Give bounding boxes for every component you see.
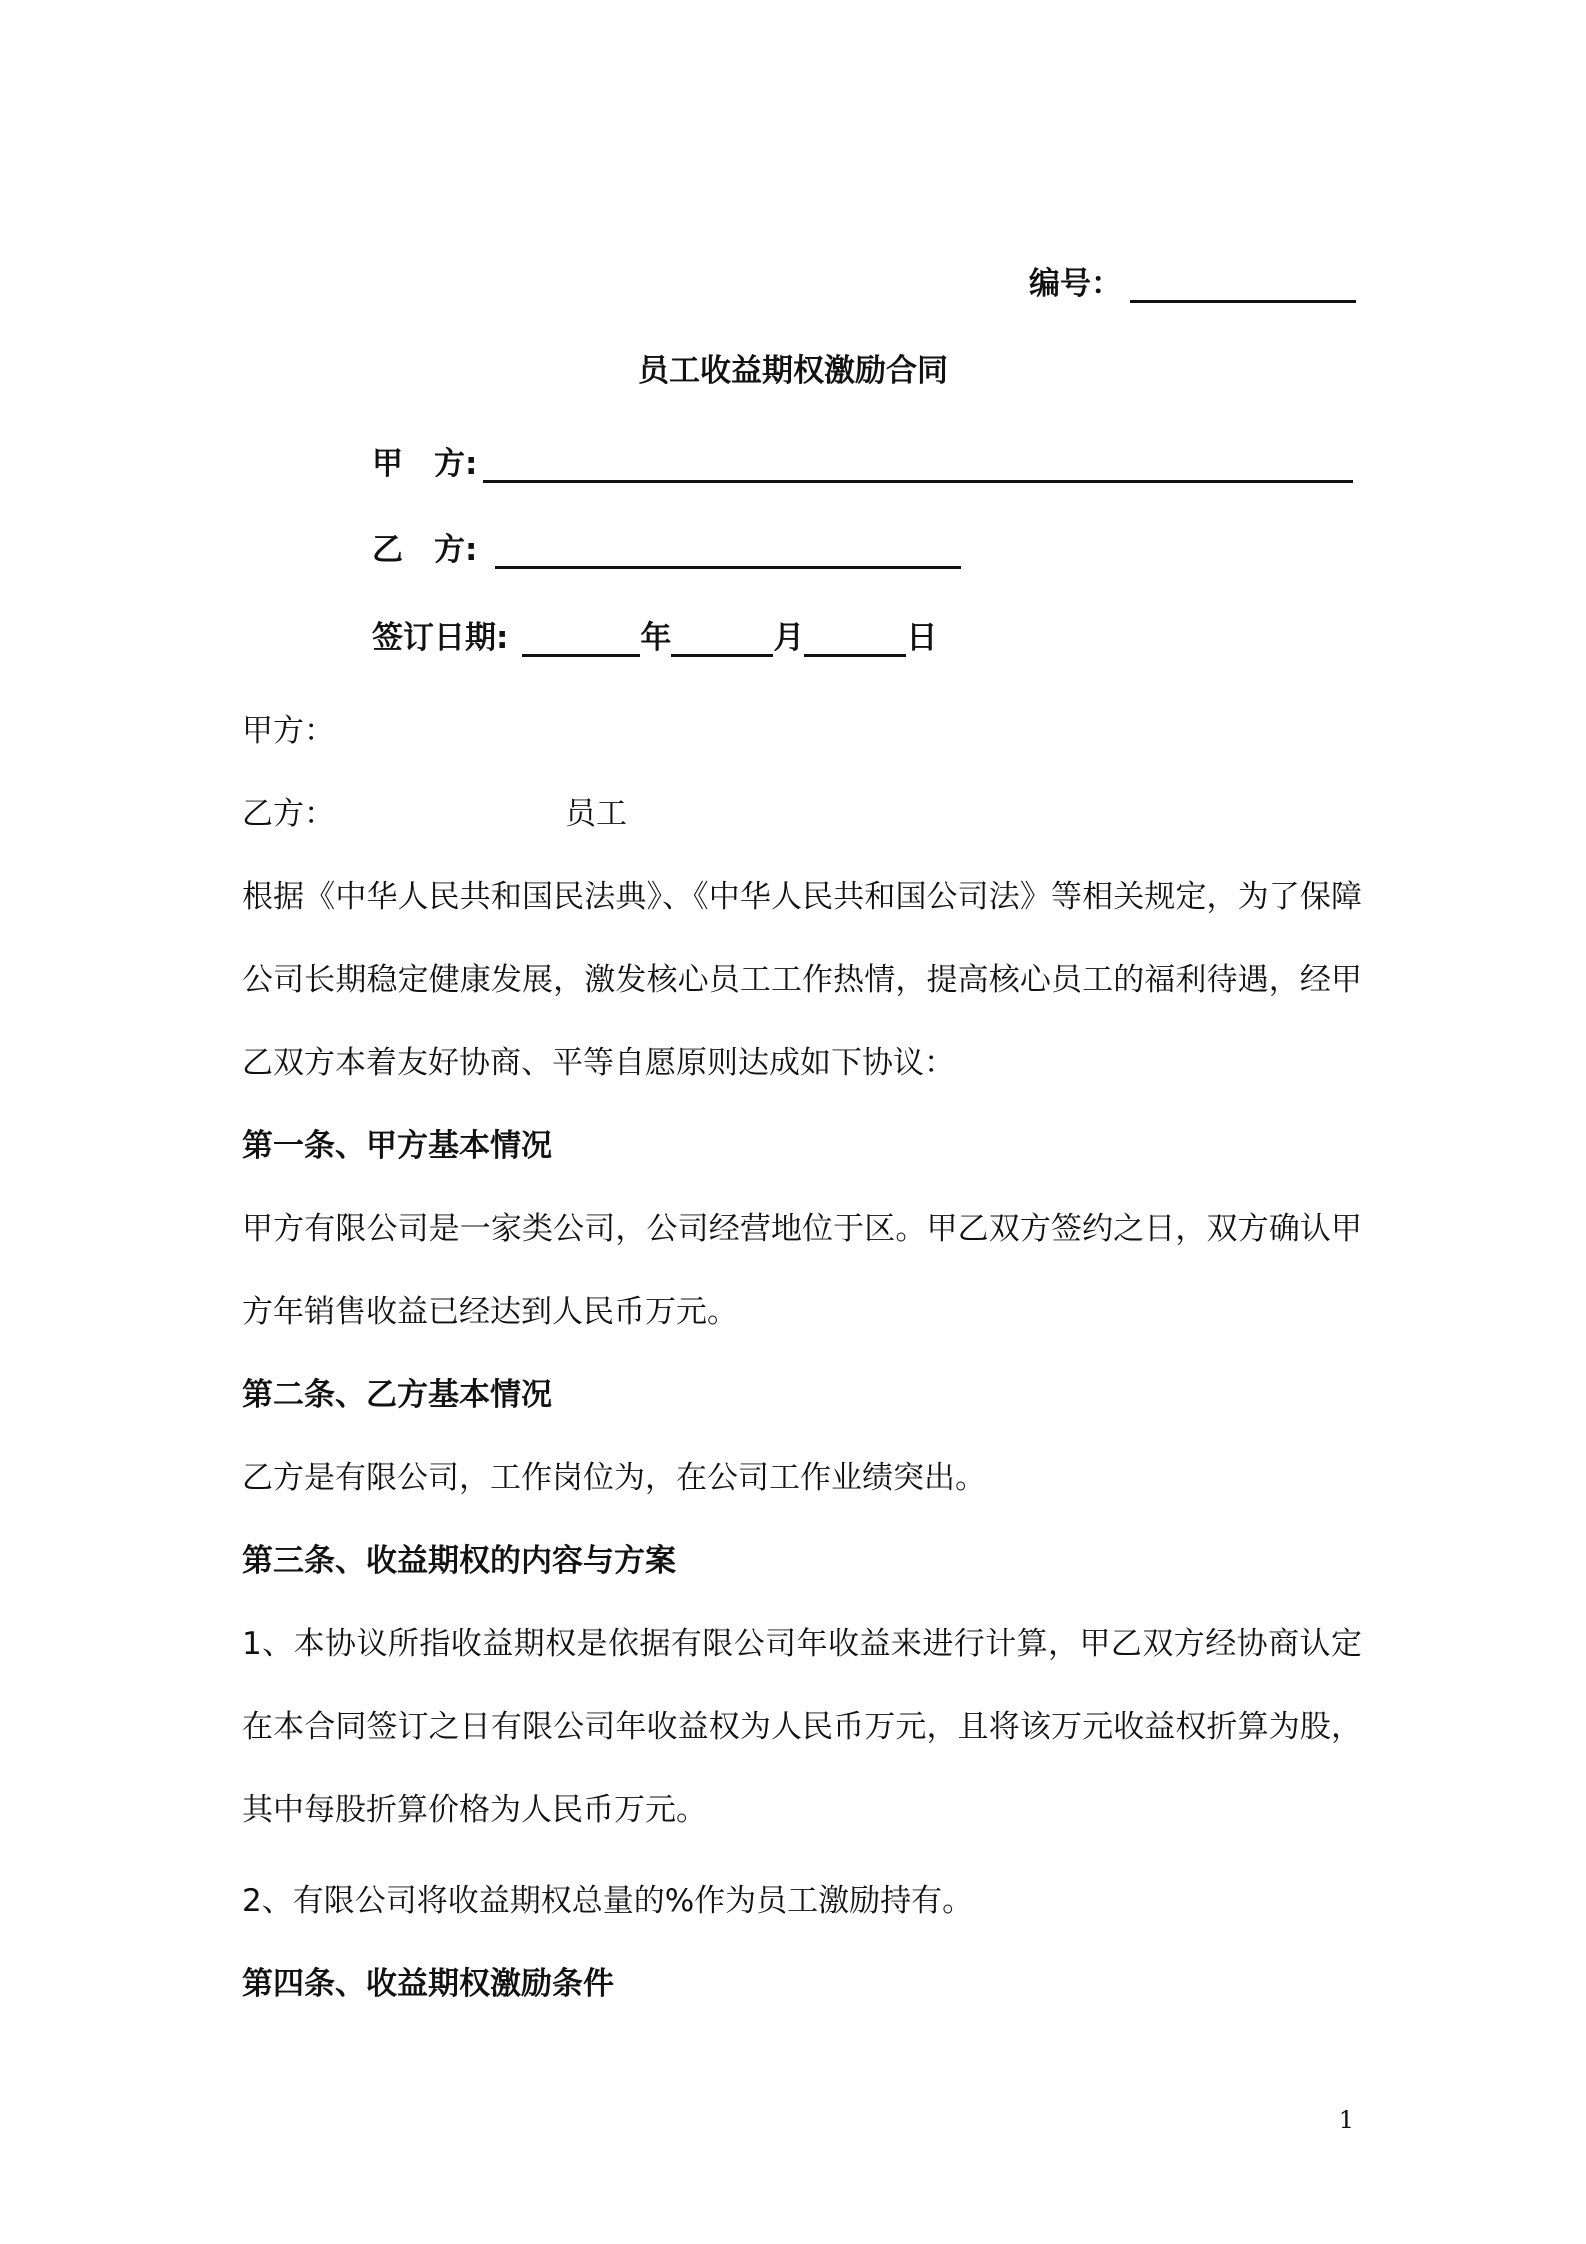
article-3-item-1: 1、本协议所指收益期权是依据有限公司年收益来进行计算，甲乙双方经协商认定在本合同签订之日有限公司年收益权为人民币万元，且将该万元收益权折算为股，其中每股折算价格为人民币万元。 xyxy=(242,1626,1362,1828)
party-b-field xyxy=(372,524,961,569)
article-3-heading: 第三条、收益期权的内容与方案 xyxy=(242,1543,676,1579)
article-1-heading: 第一条、甲方基本情况 xyxy=(242,1128,552,1164)
page-number: 1 xyxy=(1338,2106,1354,2134)
date-year-blank xyxy=(522,620,640,657)
article-3-item-2: 2、有限公司将收益期权总量的%作为员工激励持有。 xyxy=(242,1883,974,1919)
document-title: 员工收益期权激励合同 xyxy=(638,353,948,389)
signing-date-field xyxy=(372,612,937,657)
party-a-field xyxy=(372,438,1353,483)
article-2-heading: 第二条、乙方基本情况 xyxy=(242,1377,552,1413)
intro-paragraph: 根据《中华人民共和国民法典》、《中华人民共和国公司法》等相关规定，为了保障公司长期稳定健康发展，激发核心员工工作热情，提高核心员工的福利待遇，经甲乙双方本着友好协商、平等自愿原则达成如下协议： xyxy=(242,879,1362,1081)
serial-number-label: 编号： xyxy=(1029,266,1122,302)
party-a-line xyxy=(242,690,1362,773)
party-b-role: 员工 xyxy=(565,796,627,832)
party-b-line-label: 乙方： xyxy=(242,796,335,832)
date-month-blank xyxy=(671,620,773,657)
date-day-label: 日 xyxy=(906,620,938,656)
article-2-text: 乙方是有限公司，工作岗位为，在公司工作业绩突出。 xyxy=(242,1460,986,1496)
date-month-label: 月 xyxy=(773,620,805,656)
party-a-label: 甲 方: xyxy=(372,446,478,482)
date-year-label: 年 xyxy=(640,620,672,656)
party-b-blank xyxy=(495,532,961,569)
article-4-heading: 第四条、收益期权激励条件 xyxy=(242,1966,614,2002)
party-a-blank xyxy=(483,446,1353,483)
party-a-line-label: 甲方： xyxy=(242,713,335,749)
signing-date-label: 签订日期: xyxy=(372,620,509,656)
party-b-label: 乙 方: xyxy=(372,532,478,568)
article-1-text: 甲方有限公司是一家类公司，公司经营地位于区。甲乙双方签约之日，双方确认甲方年销售收益已经达到人民币万元。 xyxy=(242,1211,1362,1330)
serial-number-blank xyxy=(1130,264,1356,303)
party-b-line xyxy=(242,773,1362,856)
date-day-blank xyxy=(804,620,906,657)
serial-number-field xyxy=(1029,258,1356,303)
